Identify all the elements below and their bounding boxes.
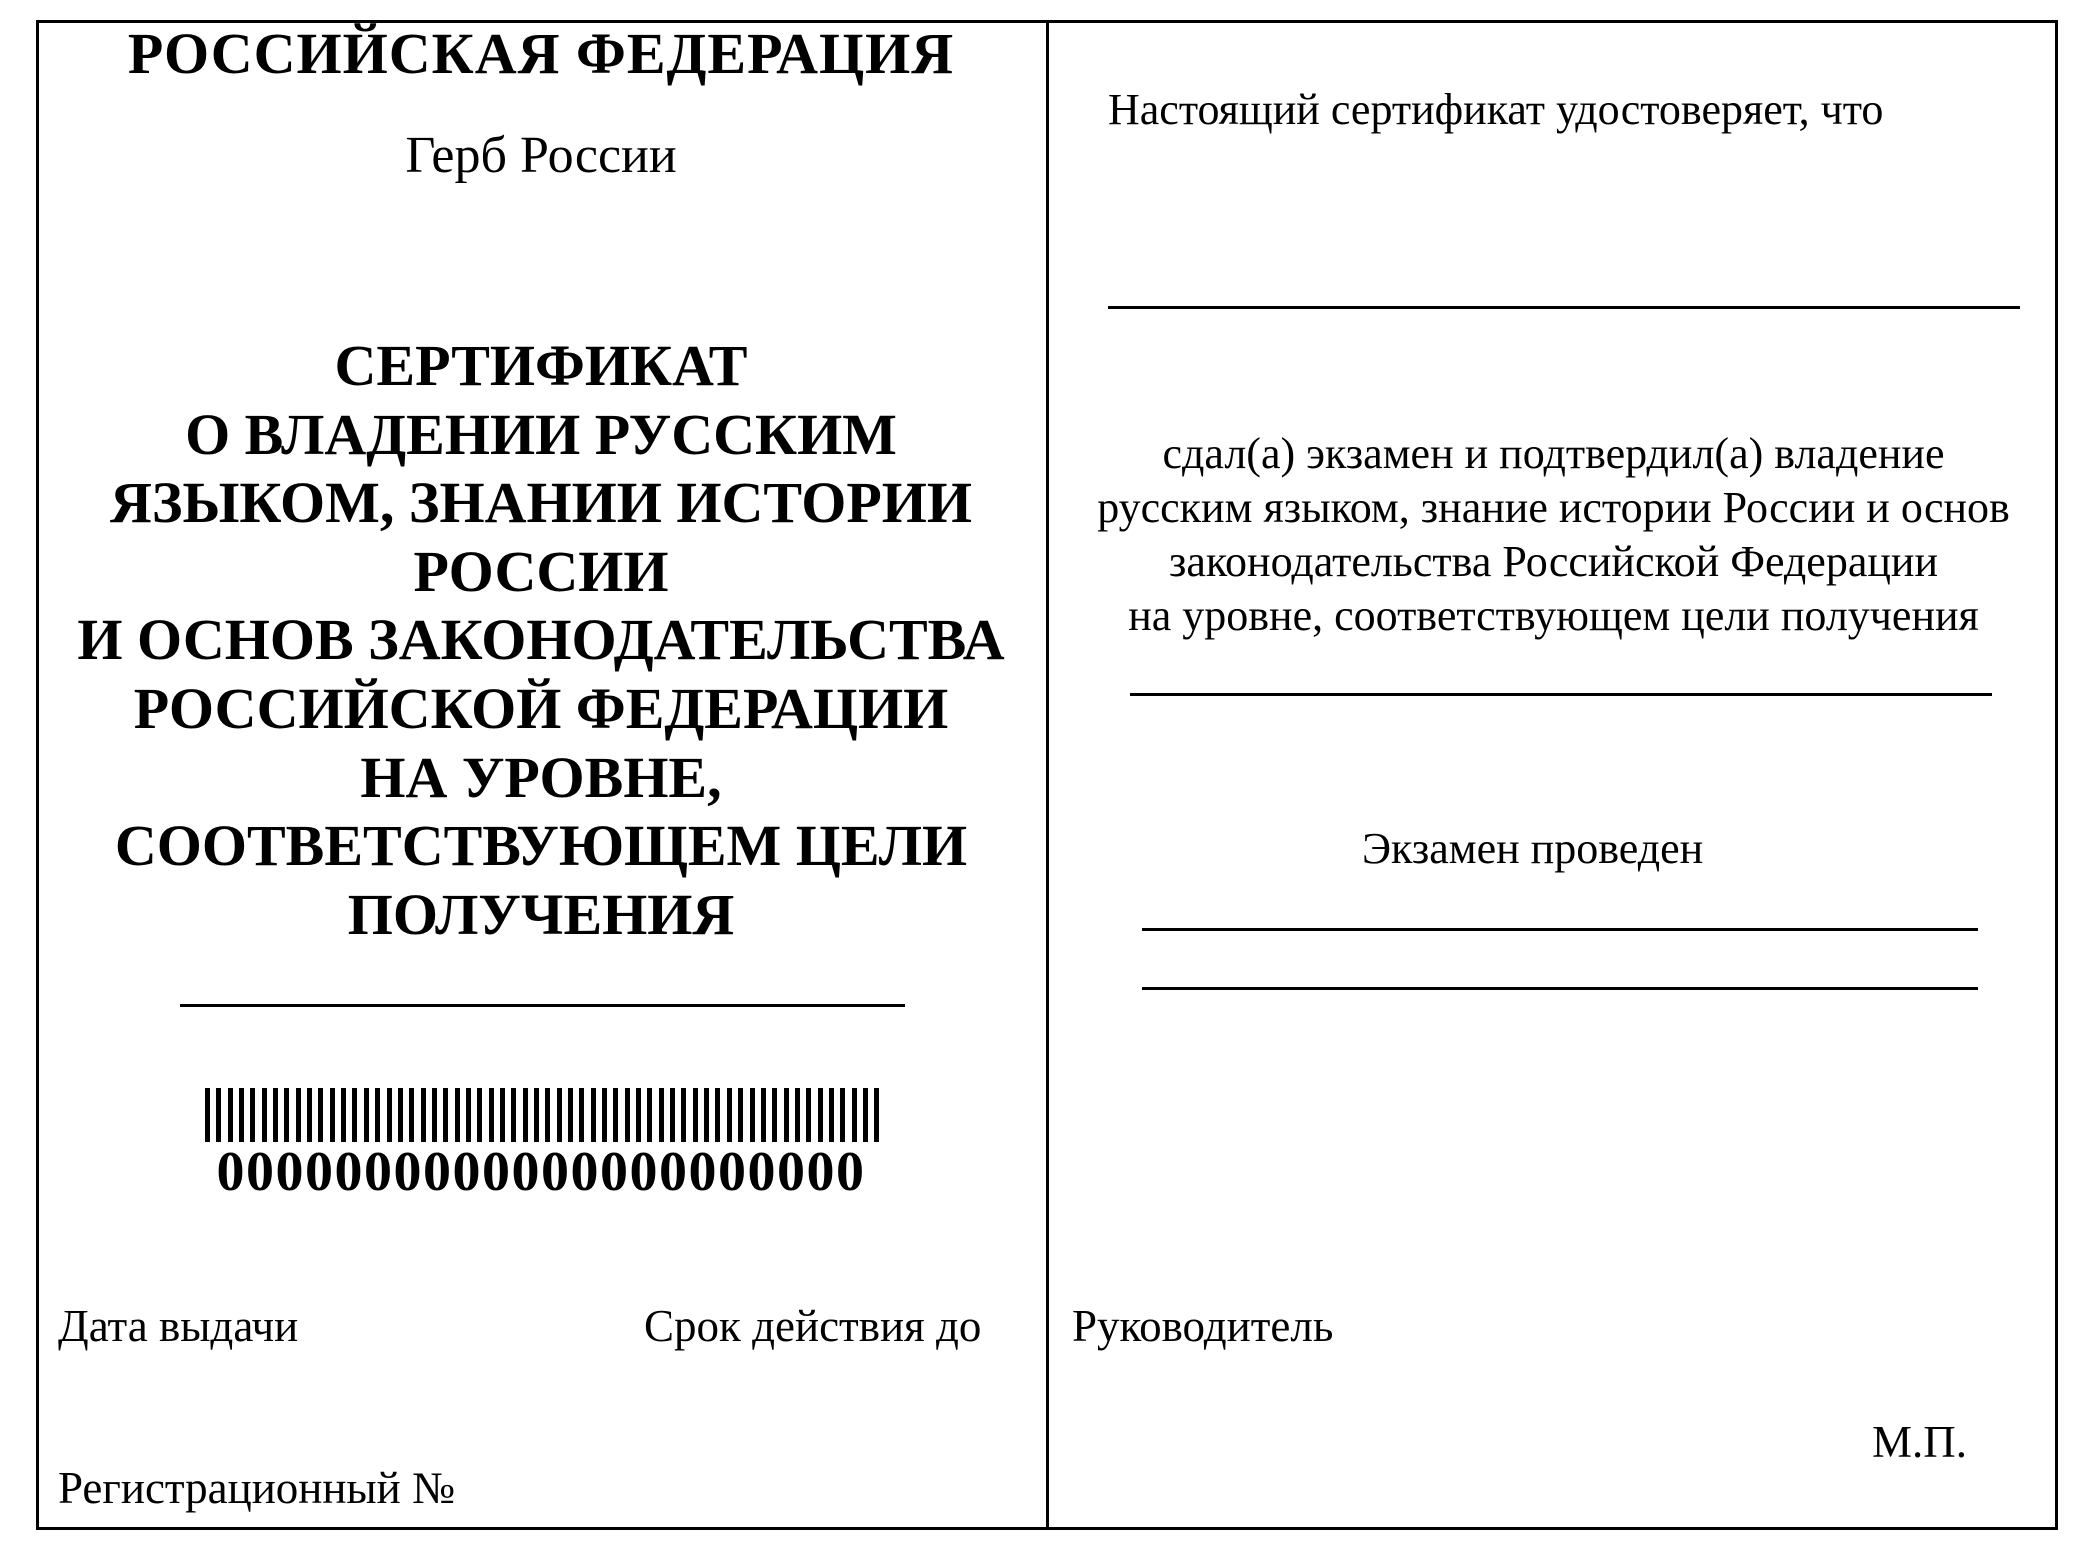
title-line: НА УРОВНЕ,	[360, 744, 722, 810]
barcode-bar	[534, 1088, 539, 1142]
barcode-bar	[545, 1088, 550, 1142]
barcode-bar	[750, 1088, 755, 1142]
barcode-bar	[840, 1088, 845, 1142]
barcode-bar	[727, 1088, 732, 1142]
barcode-bar	[455, 1088, 460, 1142]
barcode-bar	[375, 1088, 380, 1142]
certificate-title	[36, 332, 1046, 949]
title-line: РОССИЙСКОЙ ФЕДЕРАЦИИ	[133, 675, 949, 741]
barcode-bar	[613, 1088, 618, 1142]
barcode-bar	[829, 1088, 834, 1142]
barcode-bar	[489, 1088, 494, 1142]
barcode-bar	[239, 1088, 244, 1142]
title-line: О ВЛАДЕНИИ РУССКИМ	[185, 401, 897, 467]
barcode-number: 0000000000000000000000	[216, 1141, 866, 1203]
emblem-placeholder: Герб России	[405, 127, 677, 184]
barcode-bar	[625, 1088, 630, 1142]
barcode-bar	[704, 1088, 709, 1142]
barcode-bar	[795, 1088, 800, 1142]
barcode	[205, 1088, 880, 1142]
barcode-bar	[466, 1088, 471, 1142]
barcode-bar	[421, 1088, 426, 1142]
barcode-bar	[387, 1088, 392, 1142]
body-line: законодательства Российской Федерации	[1168, 537, 1938, 586]
barcode-bar	[523, 1088, 528, 1142]
exam-conducted-label: Экзамен проведен	[1362, 824, 1704, 873]
barcode-bar	[341, 1088, 346, 1142]
body-line: сдал(а) экзамен и подтвердил(а) владение	[1162, 429, 1945, 478]
certificate-intro: Настоящий сертификат удостоверяет, что	[1108, 85, 1884, 134]
body-line: русским языком, знание истории России и основ	[1097, 483, 2010, 532]
head-signature-label: Руководитель	[1072, 1301, 1334, 1351]
barcode-bar	[579, 1088, 584, 1142]
barcode-bar	[784, 1088, 789, 1142]
barcode-bar	[364, 1088, 369, 1142]
title-line: ПОЛУЧЕНИЯ	[347, 881, 735, 947]
page-divider	[1046, 20, 1049, 1530]
issue-date-label: Дата выдачи	[58, 1301, 299, 1351]
barcode-bar	[443, 1088, 448, 1142]
barcode-bar	[772, 1088, 777, 1142]
valid-until-label: Срок действия до	[644, 1301, 982, 1351]
barcode-bar	[500, 1088, 505, 1142]
level-underline	[180, 1004, 905, 1007]
barcode-bar	[568, 1088, 573, 1142]
exam-organization-line-1	[1142, 928, 1978, 931]
barcode-bar	[659, 1088, 664, 1142]
barcode-bar	[738, 1088, 743, 1142]
title-line: ЯЗЫКОМ, ЗНАНИИ ИСТОРИИ	[109, 470, 973, 536]
barcode-bar	[398, 1088, 403, 1142]
barcode-bar	[228, 1088, 233, 1142]
country-name: РОССИЙСКАЯ ФЕДЕРАЦИЯ	[127, 21, 955, 86]
barcode-bar	[636, 1088, 641, 1142]
barcode-bar	[852, 1088, 857, 1142]
barcode-bar	[715, 1088, 720, 1142]
barcode-bar	[216, 1088, 221, 1142]
barcode-bar	[511, 1088, 516, 1142]
barcode-bar	[681, 1088, 686, 1142]
barcode-bar	[307, 1088, 312, 1142]
barcode-bar	[670, 1088, 675, 1142]
barcode-bar	[352, 1088, 357, 1142]
title-line: СЕРТИФИКАТ	[334, 333, 748, 398]
barcode-bar	[318, 1088, 323, 1142]
holder-name-line	[1108, 306, 2020, 309]
barcode-bar	[262, 1088, 267, 1142]
seal-label: М.П.	[1872, 1417, 1968, 1467]
title-line: И ОСНОВ ЗАКОНОДАТЕЛЬСТВА	[77, 607, 1005, 673]
registration-number-label: Регистрационный №	[58, 1463, 455, 1513]
title-line: РОССИИ	[413, 538, 669, 604]
certificate-body	[1049, 427, 2058, 643]
barcode-bar	[409, 1088, 414, 1142]
barcode-bar	[296, 1088, 301, 1142]
barcode-bar	[477, 1088, 482, 1142]
barcode-bar	[761, 1088, 766, 1142]
barcode-bar	[205, 1088, 210, 1142]
barcode-bar	[818, 1088, 823, 1142]
barcode-bar	[806, 1088, 811, 1142]
barcode-bar	[874, 1088, 879, 1142]
exam-organization-line-2	[1142, 987, 1978, 990]
barcode-bar	[284, 1088, 289, 1142]
body-line: на уровне, соответствующем цели получения	[1128, 591, 1979, 640]
barcode-bar	[557, 1088, 562, 1142]
barcode-bar	[602, 1088, 607, 1142]
barcode-bar	[693, 1088, 698, 1142]
purpose-line	[1130, 693, 1992, 696]
barcode-bar	[330, 1088, 335, 1142]
barcode-bar	[250, 1088, 255, 1142]
title-line: СООТВЕТСТВУЮЩЕМ ЦЕЛИ	[114, 813, 968, 879]
barcode-bar	[273, 1088, 278, 1142]
barcode-bar	[647, 1088, 652, 1142]
barcode-bar	[432, 1088, 437, 1142]
barcode-bar	[863, 1088, 868, 1142]
barcode-bar	[591, 1088, 596, 1142]
